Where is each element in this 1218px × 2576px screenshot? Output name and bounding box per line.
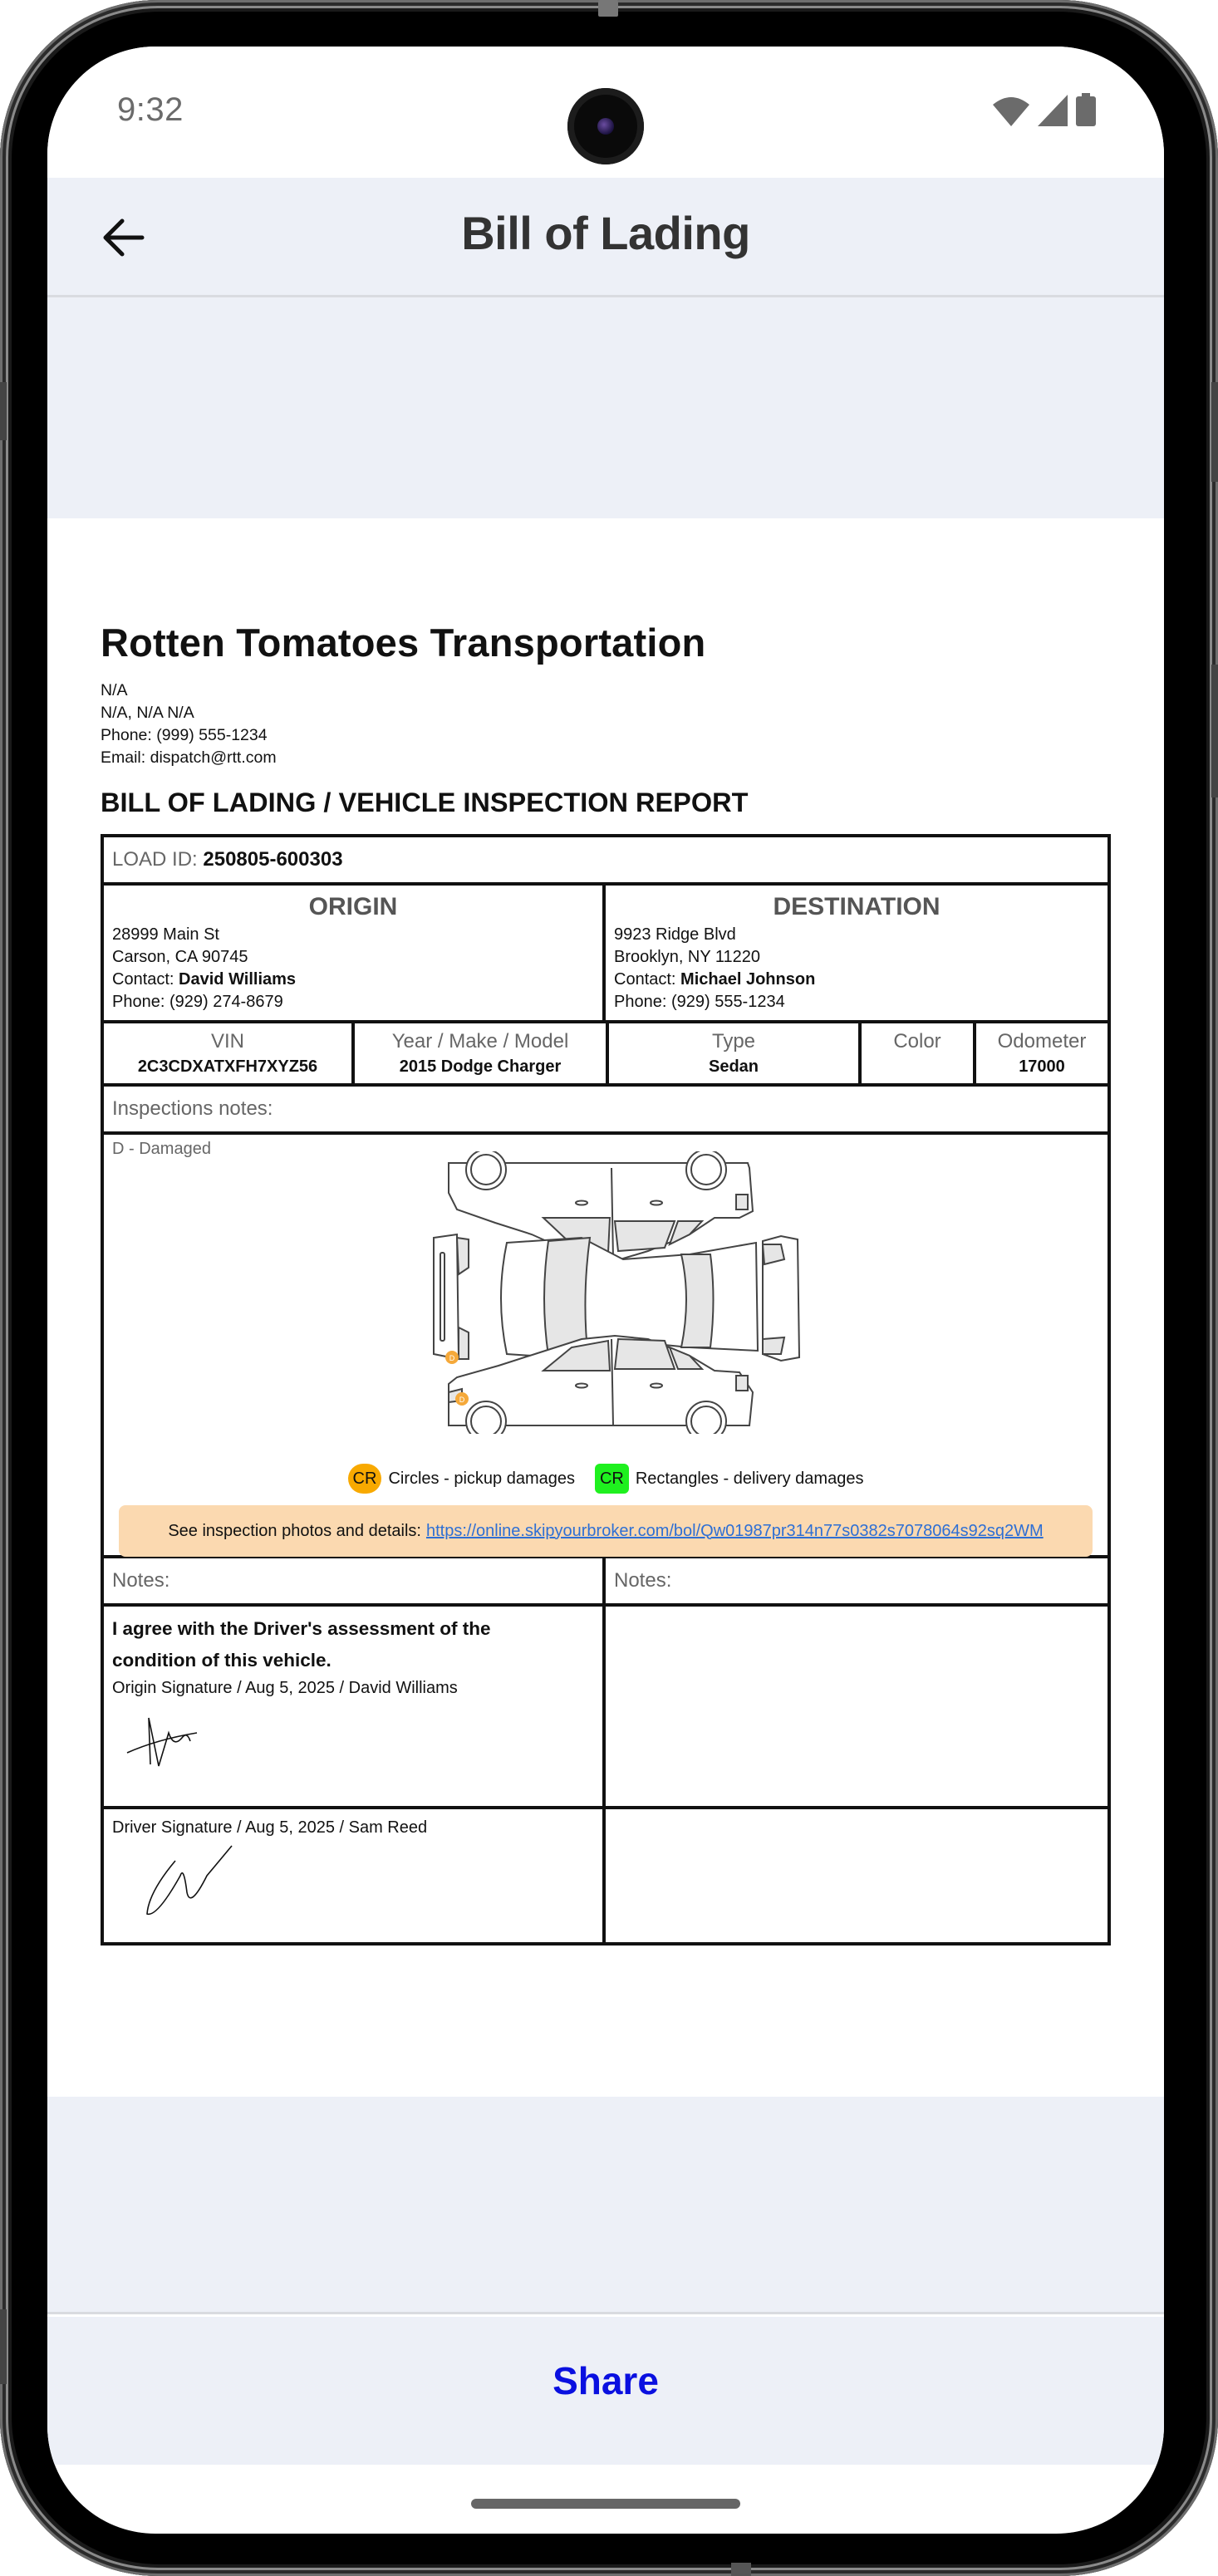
vin-value: 2C3CDXATXFH7XYZ56 (137, 1057, 318, 1076)
company-email: Email: dispatch@rtt.com (101, 748, 277, 767)
driver-signature-cell (104, 1809, 606, 1942)
origin-cell (104, 886, 606, 1020)
company-name: Rotten Tomatoes Transportation (101, 621, 706, 665)
svg-text:D: D (459, 1396, 465, 1404)
inspection-notes-label: Inspections notes: (112, 1097, 273, 1120)
year-make-model-label: Year / Make / Model (391, 1030, 569, 1052)
phone-side-button (1211, 665, 1218, 797)
bill-of-lading-document (101, 518, 1111, 1945)
phone-screen (47, 47, 1164, 2534)
destination-signature-cell (606, 1607, 1107, 1806)
vin-cell (104, 1023, 355, 1083)
phone-side-button (0, 2309, 7, 2384)
status-icons (993, 93, 1096, 126)
pickup-damage-legend-text: Circles - pickup damages (388, 1469, 575, 1488)
destination-contact-label: Contact: (614, 970, 676, 989)
footer-spacer (47, 2097, 1164, 2314)
pickup-damage-badge: CR (348, 1464, 382, 1494)
color-value (867, 1055, 968, 1078)
car-side-view-bottom (449, 1336, 753, 1434)
damage-key: D - Damaged (112, 1140, 211, 1158)
share-bar (47, 2317, 1164, 2465)
destination-city: Brooklyn, NY 11220 (614, 948, 761, 966)
type-value: Sedan (708, 1057, 759, 1076)
driver-signature-image (140, 1842, 257, 1917)
inspection-notes-row (104, 1087, 1107, 1135)
load-id-label: LOAD ID: (112, 848, 198, 871)
destination-driver-signature-cell (606, 1809, 1107, 1942)
company-phone: Phone: (999) 555-1234 (101, 726, 268, 744)
load-id-row (104, 837, 1107, 886)
vehicle-damage-diagram (415, 1151, 806, 1434)
destination-contact-name: Michael Johnson (680, 970, 816, 989)
report-title: BILL OF LADING / VEHICLE INSPECTION REPORT (101, 788, 749, 817)
driver-signature-caption: Driver Signature / Aug 5, 2025 / Sam Reed (112, 1818, 428, 1837)
destination-contact (614, 969, 1099, 991)
destination-cell (606, 886, 1107, 1020)
damage-marker[interactable] (445, 1351, 459, 1364)
vin-label: VIN (210, 1030, 244, 1052)
origin-city: Carson, CA 90745 (112, 948, 248, 966)
origin-phone: Phone: (929) 274-8679 (112, 993, 283, 1011)
status-bar (47, 47, 1164, 178)
company-info (101, 680, 1111, 769)
company-address-line1: N/A (101, 681, 128, 699)
svg-text:D: D (449, 1354, 455, 1362)
home-indicator[interactable] (471, 2499, 740, 2509)
inspection-photos-link[interactable]: https://online.skipyourbroker.com/bol/Qw01987pr314n77s0382s7078064s92sq2WM (425, 1521, 1044, 1540)
origin-signature-cell (104, 1607, 606, 1806)
destination-notes-cell (606, 1558, 1107, 1603)
origin-contact-label: Contact: (112, 970, 174, 989)
odometer-cell (976, 1023, 1107, 1083)
cellular-signal-icon (1038, 95, 1068, 126)
app-bar (47, 178, 1164, 297)
origin-contact (112, 969, 594, 991)
origin-notes-label: Notes: (112, 1569, 170, 1592)
origin-notes-cell (104, 1558, 606, 1603)
company-address-line2: N/A, N/A N/A (101, 704, 194, 722)
origin-signature-image (124, 1715, 215, 1773)
origin-signature-row (104, 1607, 1107, 1809)
type-cell (609, 1023, 862, 1083)
load-id-value: 250805-600303 (203, 848, 343, 871)
origin-contact-name: David Williams (179, 970, 297, 989)
destination-heading: DESTINATION (773, 893, 941, 920)
phone-side-button (1211, 382, 1218, 482)
agreement-statement: I agree with the Driver's assessment of the condition of this vehicle. (112, 1618, 491, 1671)
car-side-view-top (449, 1151, 753, 1261)
page-title: Bill of Lading (461, 207, 750, 259)
vehicle-row (104, 1023, 1107, 1087)
year-make-model-cell (355, 1023, 609, 1083)
year-make-model-value: 2015 Dodge Charger (399, 1057, 562, 1076)
color-cell (862, 1023, 976, 1083)
color-label: Color (893, 1030, 941, 1052)
odometer-label: Odometer (997, 1030, 1087, 1052)
destination-phone: Phone: (929) 555-1234 (614, 993, 785, 1011)
notes-row (104, 1558, 1107, 1607)
odometer-value: 17000 (1019, 1057, 1065, 1076)
header-spacer (47, 297, 1164, 518)
origin-street: 28999 Main St (112, 925, 219, 944)
driver-signature-row (104, 1809, 1107, 1942)
destination-notes-label: Notes: (614, 1569, 672, 1592)
origin-signature-caption: Origin Signature / Aug 5, 2025 / David Williams (112, 1679, 458, 1697)
inspection-photos-label: See inspection photos and details: (168, 1521, 421, 1540)
damage-legend (104, 1464, 1107, 1494)
delivery-damage-legend-text: Rectangles - delivery damages (635, 1469, 864, 1488)
parties-row (104, 886, 1107, 1023)
front-camera (567, 88, 644, 164)
status-time: 9:32 (117, 91, 184, 128)
share-button[interactable]: Share (47, 2358, 1164, 2403)
origin-heading: ORIGIN (308, 893, 398, 920)
destination-street: 9923 Ridge Blvd (614, 925, 736, 944)
phone-side-button (0, 382, 7, 440)
inspection-photos-banner (119, 1505, 1093, 1557)
vehicle-diagram-row (104, 1135, 1107, 1558)
phone-bottom-port (731, 2563, 751, 2576)
damage-marker[interactable] (455, 1392, 469, 1406)
phone-top-sensor (598, 0, 618, 17)
type-label: Type (711, 1030, 756, 1052)
bol-table (101, 834, 1111, 1945)
wifi-icon (993, 95, 1029, 126)
delivery-damage-badge: CR (595, 1464, 629, 1494)
battery-icon (1076, 93, 1096, 126)
